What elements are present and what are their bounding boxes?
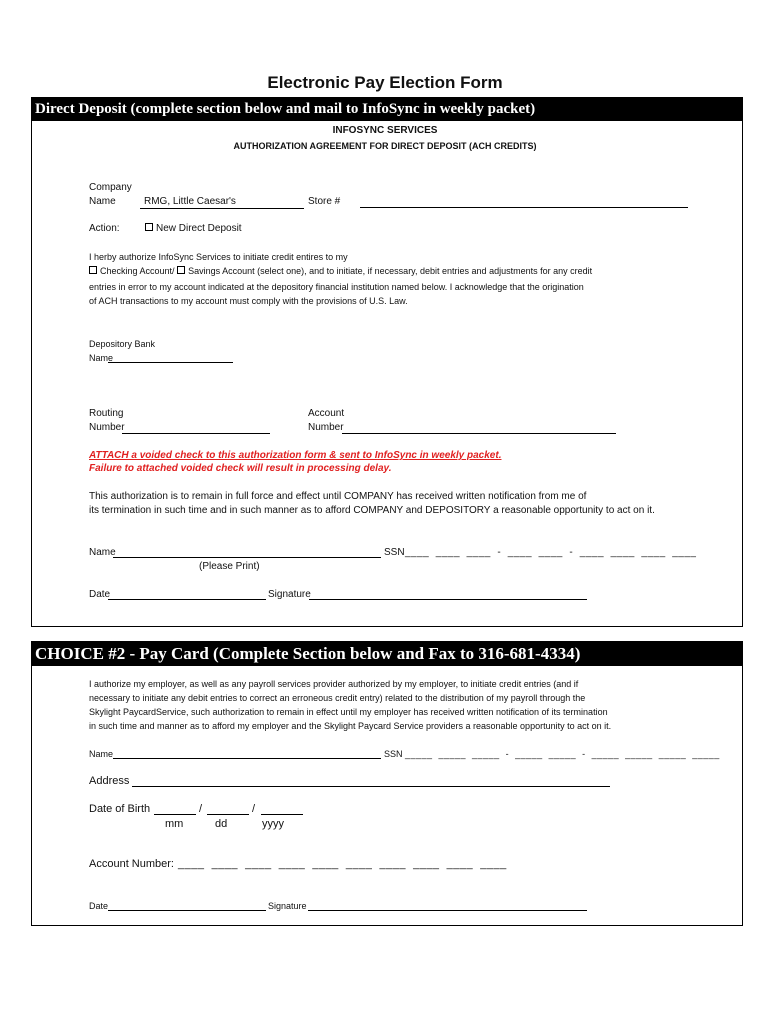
infosync-header: INFOSYNC SERVICES — [332, 125, 438, 136]
store-label: Store # — [308, 196, 341, 207]
date-field[interactable] — [108, 599, 266, 600]
checking-checkbox[interactable] — [89, 266, 97, 274]
account-label: Account — [308, 408, 345, 419]
name-label: Name — [89, 547, 116, 558]
account-type-line — [89, 266, 592, 276]
paycard-account-label: Account Number: — [89, 858, 174, 870]
failure-notice: Failure to attached voided check will result in processing delay. — [89, 463, 392, 474]
auth-line-4: of ACH transactions to my account must comply with the provisions of U.S. Law. — [89, 296, 408, 306]
date-label: Date — [89, 589, 111, 600]
dob-label: Date of Birth — [89, 803, 151, 815]
pay-card-banner: CHOICE #2 - Pay Card (Complete Section below and Fax to 316-681-4334) — [31, 641, 743, 666]
paycard-signature-label: Signature — [268, 901, 307, 911]
savings-label: Savings Account (select one), and to initiate, if necessary, debit entries and adjustments for any credit — [188, 266, 593, 276]
bank-name-field[interactable] — [108, 362, 233, 363]
depository-bank-label: Depository Bank — [89, 339, 156, 349]
dob-separator-1: / — [199, 803, 203, 815]
paycard-account-field[interactable]: ____ ____ ____ ____ ____ ____ ____ ____ ____ ____ — [178, 858, 507, 870]
ssn-field[interactable]: ____ ____ ____ - ____ ____ - ____ ____ ____ ____ — [405, 547, 697, 558]
new-direct-deposit-label: New Direct Deposit — [156, 223, 242, 234]
attach-check-notice: ATTACH a voided check to this authorization form & sent to InfoSync in weekly packet. — [89, 450, 502, 461]
auth-line-3: entries in error to my account indicated at the depository financial institution named below. I acknowledge that the origination — [89, 282, 584, 292]
authorization-force-line-2: its termination in such time and in such manner as to afford COMPANY and DEPOSITORY a reasonable opportunity to act on it. — [89, 505, 655, 516]
account-number-field[interactable] — [342, 433, 616, 434]
company-label: Company — [89, 182, 132, 193]
dob-separator-2: / — [252, 803, 256, 815]
action-label: Action: — [89, 223, 120, 234]
paycard-auth-line-1: I authorize my employer, as well as any payroll services provider authorized by my employer, to initiate credit entries (and if — [89, 679, 579, 689]
paycard-auth-line-3: Skylight PaycardService, such authorization to remain in effect until my employer has received written notification of its termination — [89, 707, 608, 717]
direct-deposit-banner: Direct Deposit (complete section below and mail to InfoSync in weekly packet) — [31, 97, 743, 121]
routing-number-label: Number — [89, 422, 125, 433]
paycard-name-label: Name — [89, 749, 114, 759]
form-title: Electronic Pay Election Form — [267, 73, 503, 92]
paycard-auth-line-2: necessary to initiate any debit entries to correct an erroneous credit entry) related to the distribution of my payroll through the — [89, 693, 586, 703]
signature-label: Signature — [268, 589, 311, 600]
authorization-force-line-1: This authorization is to remain in full force and effect until COMPANY has received written notification from me of — [89, 491, 587, 502]
routing-label: Routing — [89, 408, 124, 419]
signature-field[interactable] — [309, 599, 587, 600]
routing-number-field[interactable] — [122, 433, 270, 434]
paycard-ssn-field[interactable]: _____ _____ _____ - _____ _____ - _____ _____ _____ _____ — [405, 749, 720, 759]
authorization-header: AUTHORIZATION AGREEMENT FOR DIRECT DEPOSIT (ACH CREDITS) — [233, 141, 537, 151]
new-direct-deposit-checkbox[interactable] — [145, 223, 153, 231]
ssn-label: SSN — [384, 547, 405, 558]
paycard-ssn-label: SSN — [384, 749, 403, 759]
new-direct-deposit-option[interactable] — [145, 223, 242, 234]
company-name-field[interactable] — [140, 208, 304, 209]
paycard-signature-field[interactable] — [308, 910, 587, 911]
bank-name-label: Name — [89, 353, 114, 363]
account-number-label: Number — [308, 422, 344, 433]
address-label: Address — [89, 775, 130, 787]
paycard-date-label: Date — [89, 901, 109, 911]
name-field[interactable] — [113, 557, 381, 558]
paycard-name-field[interactable] — [113, 758, 381, 759]
address-field[interactable] — [132, 786, 610, 787]
dob-dd-label: dd — [215, 818, 228, 830]
company-name-value: RMG, Little Caesar's — [144, 196, 236, 207]
please-print-note: (Please Print) — [199, 561, 260, 572]
paycard-date-field[interactable] — [108, 910, 266, 911]
dob-mm-label: mm — [165, 818, 184, 830]
paycard-auth-line-4: in such time and manner as to afford my employer and the Skylight Paycard Service providers a reasonable opportunity to act on it. — [89, 721, 612, 731]
dob-month-field[interactable] — [154, 814, 196, 815]
dob-yyyy-label: yyyy — [262, 818, 284, 830]
auth-line-1: I herby authorize InfoSync Services to initiate credit entires to my — [89, 252, 348, 262]
checking-label: Checking Account/ — [100, 266, 175, 276]
dob-day-field[interactable] — [207, 814, 249, 815]
company-name-label: Name — [89, 196, 116, 207]
dob-year-field[interactable] — [261, 814, 303, 815]
savings-checkbox[interactable] — [177, 266, 185, 274]
store-number-field[interactable] — [360, 207, 688, 208]
